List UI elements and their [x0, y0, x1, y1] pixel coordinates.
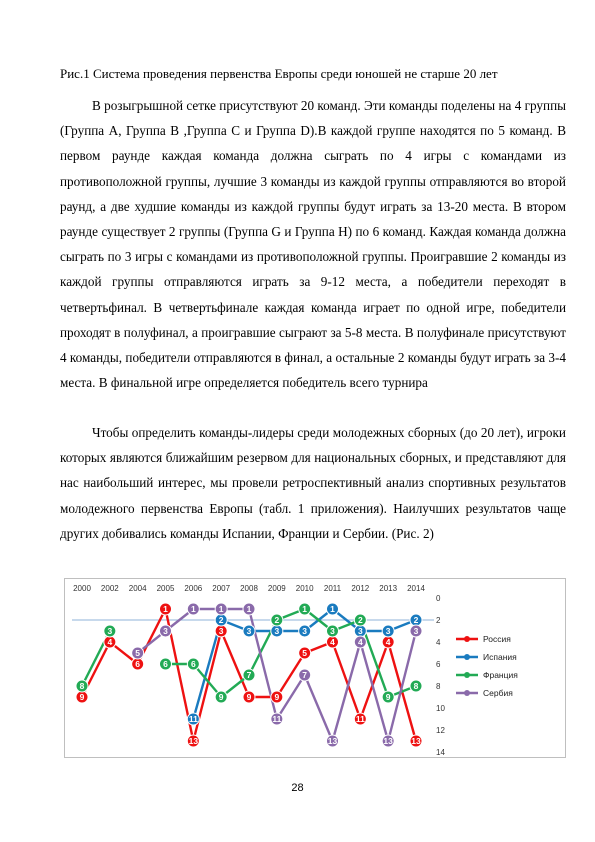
legend-label: Франция — [483, 670, 518, 680]
x-tick-label: 2007 — [212, 584, 231, 593]
data-label: 6 — [135, 659, 141, 670]
data-label: 2 — [357, 615, 363, 626]
x-tick-label: 2013 — [379, 584, 398, 593]
data-label: 5 — [302, 648, 308, 659]
data-label: 3 — [413, 626, 419, 637]
y-tick-label: 4 — [436, 638, 441, 647]
legend-label: Сербия — [483, 688, 513, 698]
results-line-chart — [64, 578, 566, 758]
data-label: 3 — [218, 626, 224, 637]
data-label: 2 — [218, 615, 224, 626]
data-label: 8 — [413, 681, 419, 692]
data-label: 6 — [163, 659, 168, 670]
data-label: 1 — [302, 604, 308, 615]
data-label: 3 — [107, 626, 113, 637]
data-label: 4 — [107, 637, 113, 648]
data-label: 11 — [272, 714, 282, 725]
data-label: 6 — [190, 659, 196, 670]
data-label: 13 — [411, 736, 421, 747]
data-label: 13 — [327, 736, 338, 747]
figure-1-caption: Рис.1 Система проведения первенства Европы среди юношей не старше 20 лет — [60, 66, 498, 81]
data-label: 3 — [302, 626, 308, 637]
x-tick-label: 2011 — [323, 584, 342, 593]
data-label: 1 — [330, 604, 335, 615]
y-tick-label: 10 — [436, 704, 445, 713]
x-tick-label: 2014 — [407, 584, 425, 593]
legend-marker — [464, 636, 470, 642]
data-label: 9 — [218, 692, 224, 703]
data-label: 3 — [330, 626, 335, 637]
x-tick-label: 2004 — [128, 584, 147, 593]
y-tick-label: 8 — [436, 682, 441, 691]
data-label: 3 — [357, 626, 363, 637]
data-label: 8 — [79, 681, 85, 692]
y-tick-label: 6 — [436, 660, 441, 669]
data-label: 1 — [163, 604, 168, 615]
data-label: 11 — [355, 714, 365, 725]
data-label: 4 — [330, 637, 335, 648]
x-tick-label: 2000 — [73, 584, 91, 593]
data-label: 5 — [135, 648, 141, 659]
y-tick-label: 14 — [436, 748, 445, 757]
data-label: 2 — [413, 615, 419, 626]
x-tick-label: 2012 — [351, 584, 370, 593]
x-tick-label: 2008 — [240, 584, 258, 593]
data-label: 1 — [190, 604, 196, 615]
legend-marker — [464, 654, 470, 660]
data-label: 13 — [383, 736, 393, 747]
data-label: 3 — [163, 626, 168, 637]
paragraph-tournament-system: В розыгрышной сетке присутствуют 20 команд. Эти команды поделены на 4 группы (Группа А, Группа В ,Группа С и Группа D).В каждой группе находятся по 5 команд. В первом раунде каждая команда должна сыграть по 4 игры с командами из противоположной группы, лучшие 3 команды из каждой группы отправляются во второй раунд, а две худшие команды из каждой группы будут играть за 13-20 места. В втором раунде существует 2 группы (Группа G и Группа H) по 6 команд. Каждая команда должна сыграть по 3 игры с командами из противоположной группы. Проигравшие 2 команды из каждой группы отправляются играть за 9-12 места, а победители переходят в четвертьфинал. В четвертьфинале каждая команда играет по одной игре, победители проходят в полуфинал, а проигравшие сыграют за 5-8 места. В полуфинале присутствуют 4 команды, победители отправляются в финал, а остальные 2 команды будут играть за 3-4 места. В финальной игре определяется победитель всего турнира — [60, 98, 566, 391]
x-tick-label: 2002 — [100, 584, 119, 593]
paragraph-leading-teams: Чтобы определить команды-лидеры среди молодежных сборных (до 20 лет), игроки которых являются ближайшим резервом для национальных сборных, и представляют для нас наибольший интерес, мы провели ретроспективный анализ спортивных результатов молодежного первенства Европы (табл. 1 приложения). Наилучших результатов чаще других добивались команды Испании, Франции и Сербии. (Рис. 2) — [60, 425, 566, 541]
data-label: 13 — [188, 736, 199, 747]
data-label: 3 — [385, 626, 391, 637]
data-label: 9 — [274, 692, 280, 703]
data-label: 4 — [357, 637, 363, 648]
data-label: 2 — [274, 615, 280, 626]
data-label: 4 — [385, 637, 391, 648]
data-label: 7 — [246, 670, 252, 681]
legend-label: Россия — [483, 634, 511, 644]
data-label: 1 — [246, 604, 252, 615]
x-tick-label: 2005 — [156, 584, 175, 593]
y-tick-label: 2 — [436, 616, 441, 625]
data-label: 9 — [385, 692, 391, 703]
legend-marker — [464, 690, 470, 696]
data-label: 9 — [246, 692, 252, 703]
x-tick-label: 2010 — [295, 584, 314, 593]
y-tick-label: 12 — [436, 726, 445, 735]
legend-label: Испания — [483, 652, 517, 662]
data-label: 11 — [188, 714, 198, 725]
data-label: 1 — [218, 604, 224, 615]
page-number: 28 — [291, 782, 304, 794]
x-tick-label: 2006 — [184, 584, 203, 593]
y-tick-label: 0 — [436, 594, 441, 603]
data-label: 3 — [246, 626, 252, 637]
data-label: 7 — [302, 670, 308, 681]
data-label: 3 — [274, 626, 280, 637]
figure-2-chart — [64, 578, 566, 758]
data-label: 9 — [79, 692, 85, 703]
legend-marker — [464, 672, 470, 678]
x-tick-label: 2009 — [267, 584, 286, 593]
